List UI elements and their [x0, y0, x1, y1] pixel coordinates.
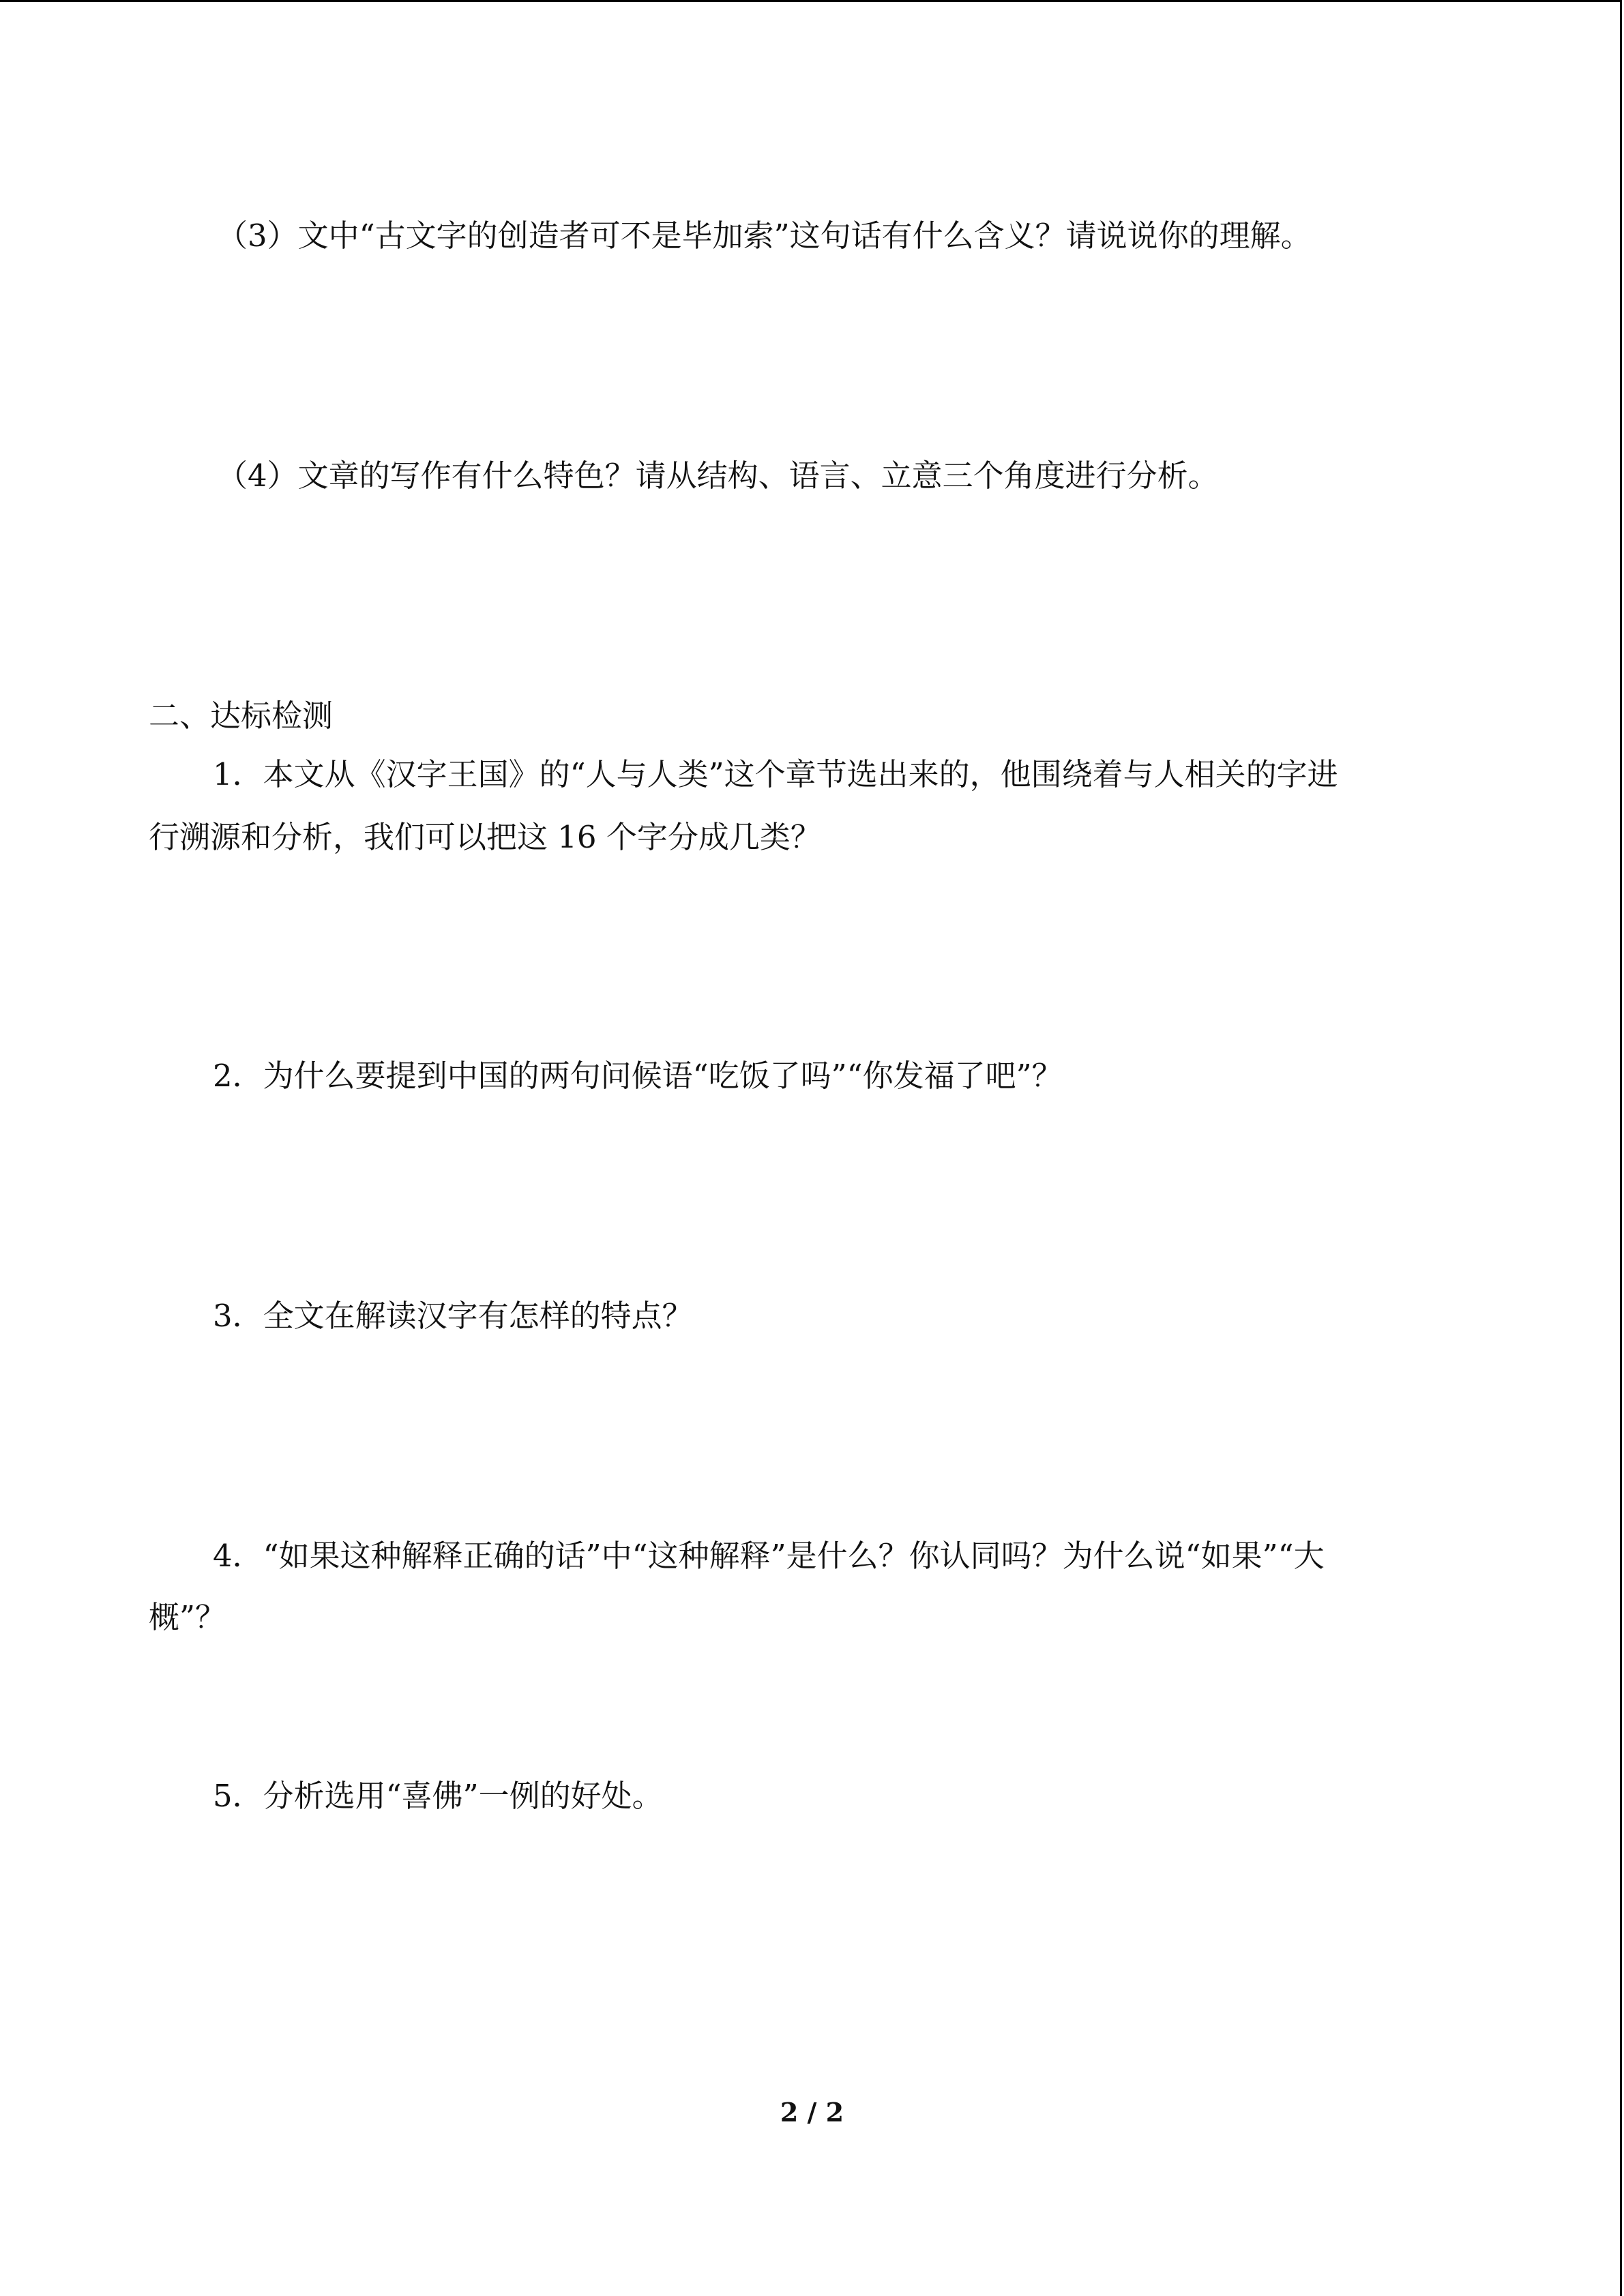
- exercise-2-text: 2．为什么要提到中国的两句问候语“吃饭了吗”“你发福了吧”？: [213, 1058, 1063, 1094]
- exercise-4-line-1: 4．“如果这种解释正确的话”中“这种解释”是什么？你认同吗？为什么说“如果”“大: [213, 1538, 1325, 1574]
- exercise-4-line-2: 概”？: [149, 1599, 226, 1635]
- section-heading: 二、达标检测: [149, 698, 334, 734]
- question-4-text: （4）文章的写作有什么特色？请从结构、语言、立意三个角度进行分析。: [217, 458, 1219, 494]
- question-3-text: （3）文中“古文字的创造者可不是毕加索”这句话有什么含义？请说说你的理解。: [217, 218, 1312, 254]
- exercise-1-line-2: 行溯源和分析，我们可以把这 16 个字分成几类？: [149, 819, 821, 855]
- exercise-1-line-1: 1．本文从《汉字王国》的“人与人类”这个章节选出来的，他围绕着与人相关的字进: [213, 756, 1338, 792]
- exercise-5-text: 5．分析选用“喜佛”一例的好处。: [213, 1778, 663, 1814]
- exercise-3-text: 3．全文在解读汉字有怎样的特点？: [213, 1298, 693, 1334]
- page-number: 2 / 2: [780, 2097, 844, 2128]
